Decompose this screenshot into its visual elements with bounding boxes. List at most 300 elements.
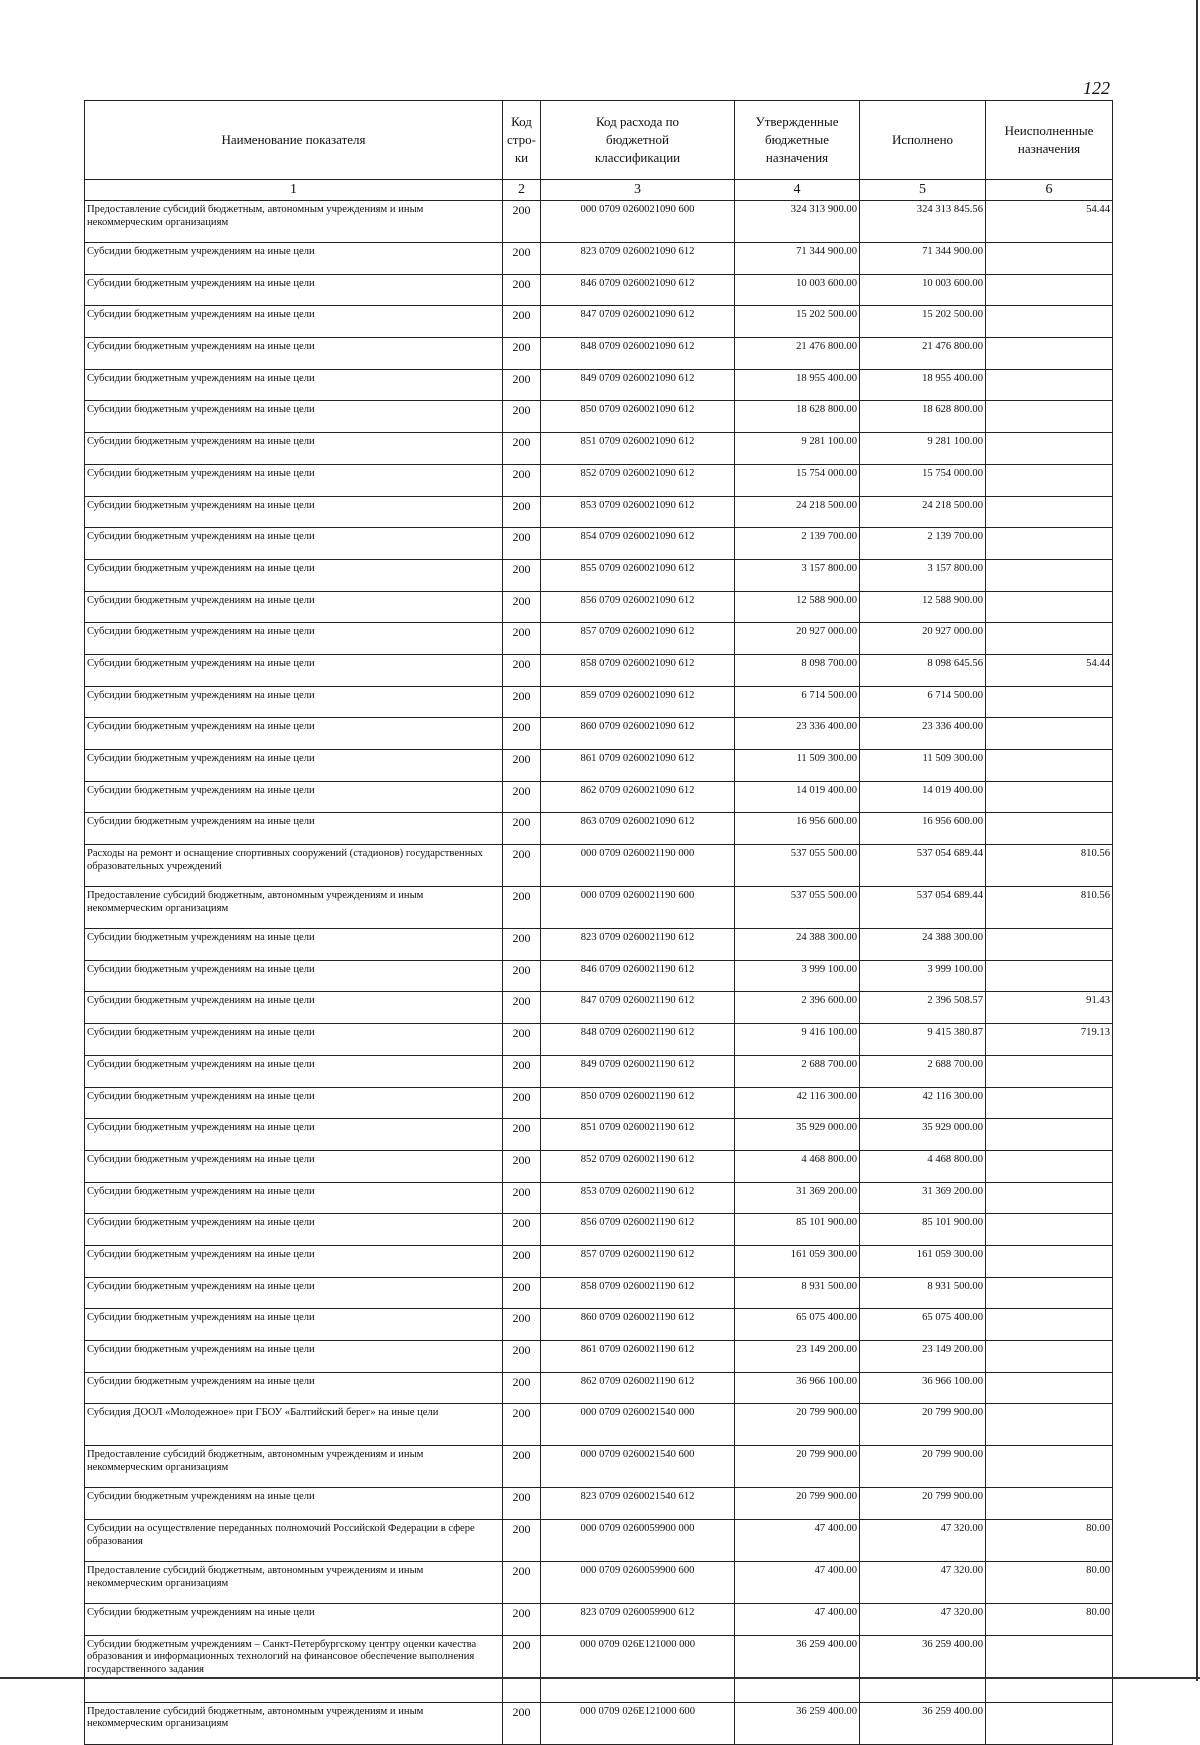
table-row	[85, 1604, 1113, 1636]
table-row	[85, 887, 1113, 929]
row-line-code: 200	[503, 887, 541, 929]
row-approved: 8 098 700.00	[735, 654, 860, 686]
row-budget-code: 000 0709 0260021540 600	[541, 1446, 735, 1488]
row-budget-code: 823 0709 0260021190 612	[541, 929, 735, 961]
row-name: Предоставление субсидий бюджетным, автономным учреждениям и иным некоммерческим организациям	[85, 201, 503, 243]
row-approved: 47 400.00	[735, 1562, 860, 1604]
row-unexecuted	[986, 960, 1113, 992]
row-line-code: 200	[503, 464, 541, 496]
row-budget-code: 849 0709 0260021190 612	[541, 1055, 735, 1087]
row-name: Предоставление субсидий бюджетным, автономным учреждениям и иным некоммерческим организациям	[85, 887, 503, 929]
row-executed: 9 415 380.87	[860, 1024, 986, 1056]
row-approved: 2 139 700.00	[735, 528, 860, 560]
row-unexecuted	[986, 686, 1113, 718]
row-executed: 18 628 800.00	[860, 401, 986, 433]
row-approved: 3 999 100.00	[735, 960, 860, 992]
row-line-code: 200	[503, 1277, 541, 1309]
row-line-code: 200	[503, 1520, 541, 1562]
row-name: Субсидии бюджетным учреждениям на иные цели	[85, 960, 503, 992]
row-approved: 23 149 200.00	[735, 1341, 860, 1373]
row-approved: 10 003 600.00	[735, 274, 860, 306]
table-row	[85, 201, 1113, 243]
row-line-code: 200	[503, 1562, 541, 1604]
row-line-code: 200	[503, 1404, 541, 1446]
row-executed: 47 320.00	[860, 1520, 986, 1562]
row-unexecuted	[986, 243, 1113, 275]
row-budget-code: 856 0709 0260021090 612	[541, 591, 735, 623]
row-budget-code: 856 0709 0260021190 612	[541, 1214, 735, 1246]
row-name: Субсидии бюджетным учреждениям на иные цели	[85, 1214, 503, 1246]
row-name: Субсидии бюджетным учреждениям на иные цели	[85, 1341, 503, 1373]
row-unexecuted: 719.13	[986, 1024, 1113, 1056]
row-unexecuted	[986, 781, 1113, 813]
row-line-code: 200	[503, 992, 541, 1024]
table-row	[85, 369, 1113, 401]
row-executed: 2 688 700.00	[860, 1055, 986, 1087]
row-name: Субсидии бюджетным учреждениям на иные цели	[85, 929, 503, 961]
row-budget-code: 860 0709 0260021090 612	[541, 718, 735, 750]
row-approved: 15 202 500.00	[735, 306, 860, 338]
row-line-code: 200	[503, 654, 541, 686]
row-line-code: 200	[503, 718, 541, 750]
row-budget-code: 000 0709 026E121000 600	[541, 1702, 735, 1744]
row-line-code: 200	[503, 591, 541, 623]
row-budget-code: 850 0709 0260021190 612	[541, 1087, 735, 1119]
row-line-code: 200	[503, 750, 541, 782]
row-unexecuted	[986, 929, 1113, 961]
row-budget-code: 000 0709 0260021190 000	[541, 845, 735, 887]
table-row	[85, 401, 1113, 433]
row-executed: 18 955 400.00	[860, 369, 986, 401]
row-name: Субсидии бюджетным учреждениям на иные цели	[85, 686, 503, 718]
row-unexecuted	[986, 591, 1113, 623]
table-row	[85, 960, 1113, 992]
row-name: Субсидии бюджетным учреждениям на иные цели	[85, 1087, 503, 1119]
row-budget-code: 823 0709 0260021540 612	[541, 1488, 735, 1520]
row-approved: 35 929 000.00	[735, 1119, 860, 1151]
row-unexecuted	[986, 464, 1113, 496]
table-row	[85, 1488, 1113, 1520]
row-executed: 20 799 900.00	[860, 1404, 986, 1446]
row-line-code: 200	[503, 1488, 541, 1520]
row-name: Расходы на ремонт и оснащение спортивных сооружений (стадионов) государственных образовательных учреждений	[85, 845, 503, 887]
row-budget-code: 847 0709 0260021090 612	[541, 306, 735, 338]
row-budget-code: 862 0709 0260021090 612	[541, 781, 735, 813]
row-budget-code: 857 0709 0260021090 612	[541, 623, 735, 655]
row-approved: 42 116 300.00	[735, 1087, 860, 1119]
row-unexecuted	[986, 1214, 1113, 1246]
row-executed: 20 799 900.00	[860, 1446, 986, 1488]
table-row	[85, 1119, 1113, 1151]
row-line-code: 200	[503, 1309, 541, 1341]
row-budget-code: 857 0709 0260021190 612	[541, 1245, 735, 1277]
row-name: Субсидии бюджетным учреждениям на иные цели	[85, 992, 503, 1024]
row-name: Субсидии бюджетным учреждениям на иные цели	[85, 243, 503, 275]
row-executed: 21 476 800.00	[860, 338, 986, 370]
row-name: Субсидии на осуществление переданных полномочий Российской Федерации в сфере образования	[85, 1520, 503, 1562]
row-executed: 85 101 900.00	[860, 1214, 986, 1246]
row-name: Субсидии бюджетным учреждениям на иные цели	[85, 369, 503, 401]
row-name: Субсидии бюджетным учреждениям на иные цели	[85, 813, 503, 845]
row-approved: 537 055 500.00	[735, 887, 860, 929]
row-executed: 71 344 900.00	[860, 243, 986, 275]
row-budget-code: 848 0709 0260021190 612	[541, 1024, 735, 1056]
row-executed: 2 139 700.00	[860, 528, 986, 560]
row-executed: 10 003 600.00	[860, 274, 986, 306]
row-approved: 9 416 100.00	[735, 1024, 860, 1056]
row-name: Субсидии бюджетным учреждениям на иные цели	[85, 1119, 503, 1151]
table-row	[85, 1214, 1113, 1246]
row-approved: 18 628 800.00	[735, 401, 860, 433]
row-unexecuted	[986, 1119, 1113, 1151]
row-unexecuted	[986, 1702, 1113, 1744]
row-executed: 20 927 000.00	[860, 623, 986, 655]
column-number: 1	[85, 180, 503, 201]
row-executed: 47 320.00	[860, 1562, 986, 1604]
row-budget-code: 823 0709 0260059900 612	[541, 1604, 735, 1636]
table-row	[85, 1562, 1113, 1604]
row-unexecuted	[986, 496, 1113, 528]
table-row	[85, 1635, 1113, 1702]
row-executed: 8 098 645.56	[860, 654, 986, 686]
row-executed: 3 157 800.00	[860, 559, 986, 591]
table-row	[85, 1446, 1113, 1488]
row-unexecuted	[986, 718, 1113, 750]
row-approved: 9 281 100.00	[735, 433, 860, 465]
row-name: Предоставление субсидий бюджетным, автономным учреждениям и иным некоммерческим организациям	[85, 1702, 503, 1744]
row-budget-code: 858 0709 0260021090 612	[541, 654, 735, 686]
row-approved: 47 400.00	[735, 1604, 860, 1636]
row-budget-code: 853 0709 0260021090 612	[541, 496, 735, 528]
table-row	[85, 654, 1113, 686]
row-budget-code: 854 0709 0260021090 612	[541, 528, 735, 560]
table-row	[85, 929, 1113, 961]
row-approved: 4 468 800.00	[735, 1150, 860, 1182]
row-unexecuted	[986, 623, 1113, 655]
row-line-code: 200	[503, 1446, 541, 1488]
row-unexecuted	[986, 1488, 1113, 1520]
row-line-code: 200	[503, 369, 541, 401]
row-approved: 14 019 400.00	[735, 781, 860, 813]
row-approved: 12 588 900.00	[735, 591, 860, 623]
table-row	[85, 1182, 1113, 1214]
row-unexecuted	[986, 813, 1113, 845]
row-executed: 4 468 800.00	[860, 1150, 986, 1182]
row-approved: 23 336 400.00	[735, 718, 860, 750]
row-unexecuted	[986, 528, 1113, 560]
header-line-code: Код стро-ки	[503, 101, 541, 180]
row-name: Субсидии бюджетным учреждениям на иные цели	[85, 1182, 503, 1214]
row-budget-code: 861 0709 0260021090 612	[541, 750, 735, 782]
table-row	[85, 1520, 1113, 1562]
row-executed: 8 931 500.00	[860, 1277, 986, 1309]
row-budget-code: 000 0709 0260021090 600	[541, 201, 735, 243]
row-unexecuted	[986, 1341, 1113, 1373]
table-row	[85, 750, 1113, 782]
row-executed: 47 320.00	[860, 1604, 986, 1636]
table-row	[85, 813, 1113, 845]
row-approved: 15 754 000.00	[735, 464, 860, 496]
row-executed: 36 259 400.00	[860, 1635, 986, 1702]
budget-execution-table	[84, 100, 1113, 1745]
row-budget-code: 850 0709 0260021090 612	[541, 401, 735, 433]
row-approved: 36 966 100.00	[735, 1372, 860, 1404]
row-budget-code: 851 0709 0260021190 612	[541, 1119, 735, 1151]
row-name: Субсидии бюджетным учреждениям на иные цели	[85, 623, 503, 655]
table-row	[85, 1024, 1113, 1056]
row-budget-code: 000 0709 0260021540 000	[541, 1404, 735, 1446]
table-row	[85, 1404, 1113, 1446]
row-unexecuted: 80.00	[986, 1520, 1113, 1562]
row-approved: 6 714 500.00	[735, 686, 860, 718]
row-approved: 324 313 900.00	[735, 201, 860, 243]
row-executed: 537 054 689.44	[860, 887, 986, 929]
row-unexecuted: 810.56	[986, 887, 1113, 929]
row-unexecuted: 54.44	[986, 201, 1113, 243]
table-row	[85, 243, 1113, 275]
row-name: Субсидии бюджетным учреждениям на иные цели	[85, 1604, 503, 1636]
row-line-code: 200	[503, 528, 541, 560]
row-name: Субсидии бюджетным учреждениям на иные цели	[85, 1372, 503, 1404]
table-row	[85, 1309, 1113, 1341]
row-line-code: 200	[503, 929, 541, 961]
column-number: 6	[986, 180, 1113, 201]
row-executed: 23 149 200.00	[860, 1341, 986, 1373]
row-executed: 23 336 400.00	[860, 718, 986, 750]
row-executed: 36 259 400.00	[860, 1702, 986, 1744]
row-executed: 14 019 400.00	[860, 781, 986, 813]
row-unexecuted	[986, 1245, 1113, 1277]
row-approved: 2 688 700.00	[735, 1055, 860, 1087]
row-executed: 161 059 300.00	[860, 1245, 986, 1277]
scan-edge-right	[1196, 0, 1198, 1681]
row-executed: 12 588 900.00	[860, 591, 986, 623]
row-budget-code: 853 0709 0260021190 612	[541, 1182, 735, 1214]
row-budget-code: 862 0709 0260021190 612	[541, 1372, 735, 1404]
row-approved: 18 955 400.00	[735, 369, 860, 401]
column-number: 5	[860, 180, 986, 201]
row-unexecuted: 80.00	[986, 1604, 1113, 1636]
row-budget-code: 851 0709 0260021090 612	[541, 433, 735, 465]
row-line-code: 200	[503, 1214, 541, 1246]
row-unexecuted	[986, 369, 1113, 401]
table-row	[85, 496, 1113, 528]
row-name: Субсидии бюджетным учреждениям на иные цели	[85, 464, 503, 496]
table-row	[85, 781, 1113, 813]
row-executed: 9 281 100.00	[860, 433, 986, 465]
row-approved: 2 396 600.00	[735, 992, 860, 1024]
row-approved: 36 259 400.00	[735, 1635, 860, 1702]
row-unexecuted	[986, 338, 1113, 370]
row-approved: 537 055 500.00	[735, 845, 860, 887]
table-row	[85, 306, 1113, 338]
row-budget-code: 848 0709 0260021090 612	[541, 338, 735, 370]
row-approved: 20 799 900.00	[735, 1488, 860, 1520]
row-name: Субсидии бюджетным учреждениям на иные цели	[85, 654, 503, 686]
row-unexecuted	[986, 1635, 1113, 1702]
row-budget-code: 000 0709 0260059900 000	[541, 1520, 735, 1562]
row-name: Субсидии бюджетным учреждениям – Санкт-Петербургскому центру оценки качества образования и информационных технологий на финансовое обеспечение выполнения государственного задания	[85, 1635, 503, 1702]
row-line-code: 200	[503, 433, 541, 465]
row-line-code: 200	[503, 1341, 541, 1373]
row-unexecuted	[986, 1277, 1113, 1309]
table-row	[85, 1087, 1113, 1119]
header-unexecuted: Неисполненные назначения	[986, 101, 1113, 180]
row-unexecuted: 54.44	[986, 654, 1113, 686]
row-unexecuted: 80.00	[986, 1562, 1113, 1604]
row-unexecuted	[986, 1087, 1113, 1119]
row-budget-code: 847 0709 0260021190 612	[541, 992, 735, 1024]
row-executed: 15 754 000.00	[860, 464, 986, 496]
row-line-code: 200	[503, 1087, 541, 1119]
row-line-code: 200	[503, 781, 541, 813]
row-unexecuted	[986, 1404, 1113, 1446]
row-name: Субсидия ДООЛ «Молодежное» при ГБОУ «Балтийский берег» на иные цели	[85, 1404, 503, 1446]
table-row	[85, 528, 1113, 560]
column-number: 4	[735, 180, 860, 201]
row-line-code: 200	[503, 813, 541, 845]
row-executed: 537 054 689.44	[860, 845, 986, 887]
table-row	[85, 686, 1113, 718]
row-budget-code: 852 0709 0260021190 612	[541, 1150, 735, 1182]
row-approved: 65 075 400.00	[735, 1309, 860, 1341]
header-indicator-name: Наименование показателя	[85, 101, 503, 180]
row-budget-code: 849 0709 0260021090 612	[541, 369, 735, 401]
table-row	[85, 1702, 1113, 1744]
row-executed: 65 075 400.00	[860, 1309, 986, 1341]
row-unexecuted	[986, 559, 1113, 591]
row-name: Субсидии бюджетным учреждениям на иные цели	[85, 274, 503, 306]
row-line-code: 200	[503, 1702, 541, 1744]
row-executed: 16 956 600.00	[860, 813, 986, 845]
row-name: Субсидии бюджетным учреждениям на иные цели	[85, 401, 503, 433]
row-budget-code: 859 0709 0260021090 612	[541, 686, 735, 718]
row-executed: 2 396 508.57	[860, 992, 986, 1024]
row-name: Субсидии бюджетным учреждениям на иные цели	[85, 559, 503, 591]
row-line-code: 200	[503, 306, 541, 338]
row-unexecuted	[986, 1309, 1113, 1341]
row-unexecuted	[986, 306, 1113, 338]
header-budget-code: Код расхода по бюджетной классификации	[541, 101, 735, 180]
row-executed: 24 388 300.00	[860, 929, 986, 961]
header-approved: Утвержденные бюджетные назначения	[735, 101, 860, 180]
row-executed: 36 966 100.00	[860, 1372, 986, 1404]
row-line-code: 200	[503, 1635, 541, 1702]
row-budget-code: 846 0709 0260021090 612	[541, 274, 735, 306]
table-row	[85, 464, 1113, 496]
row-budget-code: 846 0709 0260021190 612	[541, 960, 735, 992]
row-unexecuted	[986, 1182, 1113, 1214]
row-approved: 24 218 500.00	[735, 496, 860, 528]
row-line-code: 200	[503, 1119, 541, 1151]
row-executed: 20 799 900.00	[860, 1488, 986, 1520]
table-row	[85, 1341, 1113, 1373]
row-budget-code: 000 0709 0260059900 600	[541, 1562, 735, 1604]
table-row	[85, 718, 1113, 750]
row-name: Субсидии бюджетным учреждениям на иные цели	[85, 750, 503, 782]
row-approved: 16 956 600.00	[735, 813, 860, 845]
table-body	[85, 201, 1113, 1745]
table-row	[85, 1150, 1113, 1182]
row-line-code: 200	[503, 496, 541, 528]
row-name: Субсидии бюджетным учреждениям на иные цели	[85, 306, 503, 338]
row-name: Субсидии бюджетным учреждениям на иные цели	[85, 528, 503, 560]
row-approved: 31 369 200.00	[735, 1182, 860, 1214]
row-unexecuted	[986, 433, 1113, 465]
column-number-row	[85, 180, 1113, 201]
table-row	[85, 1372, 1113, 1404]
row-unexecuted: 91.43	[986, 992, 1113, 1024]
row-budget-code: 855 0709 0260021090 612	[541, 559, 735, 591]
row-approved: 85 101 900.00	[735, 1214, 860, 1246]
row-line-code: 200	[503, 623, 541, 655]
row-unexecuted	[986, 750, 1113, 782]
row-unexecuted	[986, 401, 1113, 433]
row-budget-code: 860 0709 0260021190 612	[541, 1309, 735, 1341]
scan-edge-bottom	[0, 1677, 1200, 1679]
row-name: Субсидии бюджетным учреждениям на иные цели	[85, 1245, 503, 1277]
row-line-code: 200	[503, 559, 541, 591]
row-unexecuted	[986, 1055, 1113, 1087]
row-line-code: 200	[503, 845, 541, 887]
row-budget-code: 852 0709 0260021090 612	[541, 464, 735, 496]
row-line-code: 200	[503, 338, 541, 370]
row-name: Субсидии бюджетным учреждениям на иные цели	[85, 1055, 503, 1087]
row-approved: 20 799 900.00	[735, 1446, 860, 1488]
row-line-code: 200	[503, 1245, 541, 1277]
row-budget-code: 861 0709 0260021190 612	[541, 1341, 735, 1373]
table-row	[85, 338, 1113, 370]
row-name: Субсидии бюджетным учреждениям на иные цели	[85, 718, 503, 750]
table-row	[85, 433, 1113, 465]
row-line-code: 200	[503, 201, 541, 243]
row-line-code: 200	[503, 1604, 541, 1636]
row-name: Предоставление субсидий бюджетным, автономным учреждениям и иным некоммерческим организациям	[85, 1562, 503, 1604]
row-unexecuted	[986, 1150, 1113, 1182]
column-number: 2	[503, 180, 541, 201]
column-number: 3	[541, 180, 735, 201]
row-unexecuted	[986, 274, 1113, 306]
row-approved: 20 927 000.00	[735, 623, 860, 655]
row-name: Субсидии бюджетным учреждениям на иные цели	[85, 1309, 503, 1341]
row-name: Субсидии бюджетным учреждениям на иные цели	[85, 1024, 503, 1056]
row-approved: 20 799 900.00	[735, 1404, 860, 1446]
table-row	[85, 559, 1113, 591]
row-line-code: 200	[503, 1024, 541, 1056]
row-approved: 24 388 300.00	[735, 929, 860, 961]
row-name: Субсидии бюджетным учреждениям на иные цели	[85, 1150, 503, 1182]
table-row	[85, 1277, 1113, 1309]
row-line-code: 200	[503, 243, 541, 275]
row-executed: 3 999 100.00	[860, 960, 986, 992]
row-budget-code: 000 0709 0260021190 600	[541, 887, 735, 929]
row-name: Субсидии бюджетным учреждениям на иные цели	[85, 1277, 503, 1309]
row-executed: 324 313 845.56	[860, 201, 986, 243]
header-executed: Исполнено	[860, 101, 986, 180]
row-approved: 47 400.00	[735, 1520, 860, 1562]
row-name: Субсидии бюджетным учреждениям на иные цели	[85, 781, 503, 813]
table-row	[85, 591, 1113, 623]
header-row	[85, 101, 1113, 180]
row-approved: 11 509 300.00	[735, 750, 860, 782]
row-executed: 24 218 500.00	[860, 496, 986, 528]
row-executed: 15 202 500.00	[860, 306, 986, 338]
row-name: Субсидии бюджетным учреждениям на иные цели	[85, 338, 503, 370]
row-unexecuted: 810.56	[986, 845, 1113, 887]
row-approved: 21 476 800.00	[735, 338, 860, 370]
row-name: Субсидии бюджетным учреждениям на иные цели	[85, 433, 503, 465]
row-line-code: 200	[503, 274, 541, 306]
